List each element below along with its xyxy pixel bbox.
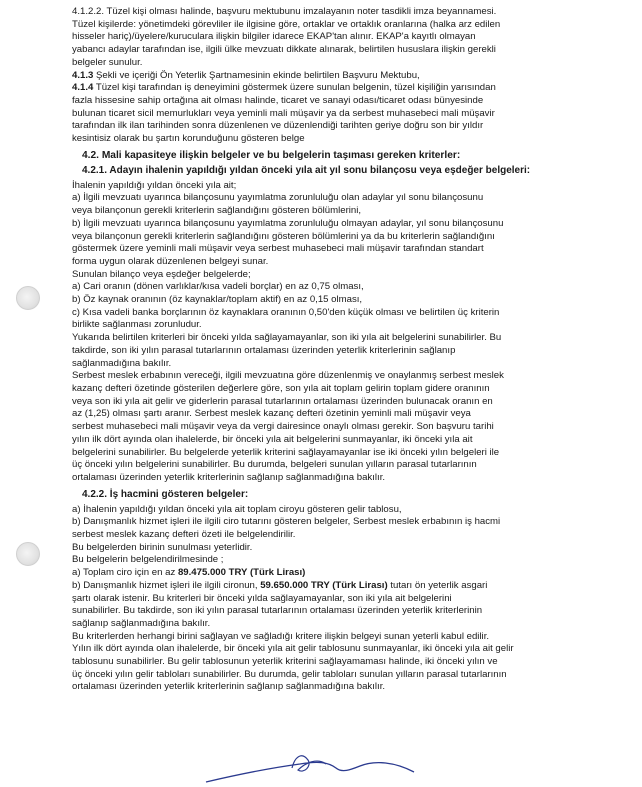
line: tarafından ilk ilan tarihinden sonra düzenlenen ve düzenlendiği tarihten geriye doğru son bir yıldır: [72, 120, 484, 132]
line: sağlanıp sağlanmadığına bakılır.: [72, 617, 211, 629]
line: hisseler hariç)/üyelere/kuruculara ilişkin bilgiler idarece EKAP'tan alınır. EKAP'a kayıtlı olmayan: [72, 31, 476, 43]
line: göstermek üzere yeminli mali müşavir veya serbest muhasebeci mali müşavir tarafından standart: [72, 243, 484, 255]
line: forma uygun olarak düzenlenen belgeyi sunar.: [72, 255, 269, 267]
amount-consulting-turnover: 59.650.000 TRY (Türk Lirası): [260, 579, 388, 591]
subsection-heading: 4.2.1. Adayın ihalenin yapıldığı yıldan önceki yıla ait yıl sonu bilançosu veya eşdeğer belgeleri:: [82, 164, 531, 176]
line: [72, 70, 617, 83]
line: birlikte sağlanması zorunludur.: [72, 319, 202, 331]
line: veya bilançonun gerekli kriterlerin sağlandığını gösteren bölümlerini,: [72, 205, 362, 217]
amount-total-turnover: 89.475.000 TRY (Türk Lirası): [177, 567, 306, 579]
line: veya son iki yıla ait gelir ve giderlerin parasal tutarlarının ortalaması üzerinden bulunacak oranın en: [72, 395, 493, 407]
line: Sunulan bilanço veya eşdeğer belgelerde;: [72, 268, 251, 280]
line: yılın ilk dört ayında olan ihalelerde, bir önceki yıla ait belgelerini sunmayanlar, iki önceki yıla ait: [72, 433, 473, 445]
line: serbest muhasebeci mali müşavir veya da vergi dairesince onaylı olması gerekir. Son başvuru tarihi: [72, 421, 494, 433]
line: ortalaması üzerinden yeterlik kriterlerinin sağlanıp sağlanmadığına bakılır.: [72, 681, 386, 693]
clause-number: 4.1.4: [72, 82, 94, 94]
handwritten-signature: [200, 748, 420, 787]
line: Tüzel kişilerde: yönetimdeki görevliler ile ilgisine göre, ortaklar ve ortaklık oranlarına (halka arz edilen: [72, 18, 501, 30]
line: serbest meslek kazanç defteri özeti ile belgelendirilir.: [72, 529, 296, 541]
line: Bu belgelerin belgelendirilmesinde ;: [72, 554, 224, 566]
line: a) İlgili mevzuatı uyarınca bilançosunu yayımlatma zorunluluğu olan adaylar yıl sonu bilançosunu: [72, 192, 484, 204]
clause-number: 4.1.3: [72, 69, 94, 81]
line-text: b) Danışmanlık hizmet işleri ile ilgili cironun,: [72, 579, 261, 591]
line: kazanç defteri özetinde gösterilen değerlere göre, son yıla ait toplam gelirin toplam gidere oranının: [72, 382, 490, 394]
section-heading: 4.2. Mali kapasiteye ilişkin belgeler ve bu belgelerin taşıması gereken kriterler:: [82, 149, 461, 161]
line: tablosunu sunabilirler. Bu gelir tablosunun yeterlik kriterini sağlayamaması halinde, iki önceki yılın ve: [72, 656, 498, 668]
line: b) Öz kaynak oranının (öz kaynaklar/toplam aktif) en az 0,15 olması,: [72, 294, 363, 306]
line: şartı olarak istenir. Bu kriterleri bir önceki yılda sağlayamayanlar, son iki yıla ait belgelerini: [72, 592, 452, 604]
line: b) İlgili mevzuatı uyarınca bilançosunu yayımlatma zorunluluğu olmayan adaylar, yıl sonu bilançosunu: [72, 217, 504, 229]
line: bulunan ticaret sicil memurlukları veya yeminli mali müşavir ya da serbest muhasebeci mali müşavir: [72, 107, 495, 119]
line: c) Kısa vadeli banka borçlarının öz kaynaklara oranının 0,50'den küçük olması ve belirtilen üç kriterin: [72, 306, 500, 318]
document-page: [72, 6, 617, 694]
line: takdirde, son iki yılın parasal tutarlarının ortalaması üzerinden yeterlik kriterlerinin sağlanıp: [72, 344, 456, 356]
line: az (1,25) olması şartı aranır. Serbest meslek kazanç defteri özetinin yeminli mali müşavir veya: [72, 408, 471, 420]
line: Yukarıda belirtilen kriterleri bir önceki yılda sağlayamayanlar, son iki yıla ait belgelerini sunabilirler. Bu: [72, 332, 502, 344]
line: İhalenin yapıldığı yıldan önceki yıla ait;: [72, 179, 237, 191]
line: Yılın ilk dört ayında olan ihalelerde, bir önceki yıla ait gelir tablosunu sunmayanlar, iki önceki yıla ait gelir: [72, 643, 514, 655]
line: sunabilirler. Bu takdirde, son iki yılın parasal tutarlarının ortalaması üzerinden yeterlik kriterlerinin: [72, 605, 483, 617]
line: sağlanmadığına bakılır.: [72, 357, 172, 369]
line: [72, 567, 617, 580]
line: yabancı adaylar tarafından ise, ilgili ülke mevzuatı dikkate alınarak, belirtilen hususlara ilişkin gerekli: [72, 44, 496, 56]
line-text: tutarı ön yeterlik asgari: [387, 579, 488, 591]
line: a) Cari oranın (dönen varlıklar/kısa vadeli borçlar) en az 0,75 olması,: [72, 281, 364, 293]
line: ortalaması üzerinden yeterlik kriterlerinin sağlanıp sağlanmadığına bakılır.: [72, 471, 386, 483]
line-text: a) Toplam ciro için en az: [72, 567, 178, 579]
line: a) İhalenin yapıldığı yıldan önceki yıla ait toplam ciroyu gösteren gelir tablosu,: [72, 503, 402, 515]
line-text: Şekli ve içeriği Ön Yeterlik Şartnamesinin ekinde belirtilen Başvuru Mektubu,: [93, 69, 420, 81]
line: Serbest meslek erbabının vereceği, ilgili mevzuatına göre düzenlenmiş ve onaylanmış serbest meslek: [72, 370, 504, 382]
line: b) Danışmanlık hizmet işleri ile ilgili ciro tutarını gösteren belgeler, Serbest meslek erbabının iş hacmi: [72, 516, 501, 528]
line: kesintisiz olarak bu şartın korunduğunu gösteren belge: [72, 133, 305, 145]
subsection-heading: 4.2.2. İş hacmini gösteren belgeler:: [82, 488, 249, 500]
line: belgeler sunulur.: [72, 56, 143, 68]
line: Bu kriterlerden herhangi birini sağlayan ve sağladığı kritere ilişkin belgeyi sunan yeterli kabul edilir.: [72, 630, 490, 642]
line: üç önceki yılın belgelerini sunabilirler. Bu durumda, belgeleri sunulan yılların parasal tutarlarının: [72, 459, 477, 471]
line: belgelerini sunabilirler. Bu belgelerde yeterlik kriterini sağlayamayanlar ise iki önceki yılın belgeleri ile: [72, 446, 500, 458]
line-text: Tüzel kişi tarafından iş deneyimini göstermek üzere sunulan belgenin, tüzel kişiliğin yarısından: [93, 82, 496, 94]
line: [72, 580, 617, 593]
punch-hole: [16, 286, 40, 310]
line: üç önceki yılın gelir tabloları sunabilirler. Bu durumda, gelir tabloları sunulan yılların parasal tutarlarının: [72, 668, 507, 680]
punch-hole: [16, 542, 40, 566]
line: veya bilançonun gerekli kriterlerin sağlandığını gösteren bölümlerini ya da bu kriterlerin sağlandığını: [72, 230, 495, 242]
line: Bu belgelerden birinin sunulması yeterlidir.: [72, 541, 253, 553]
line: [72, 82, 617, 95]
line: 4.1.2.2. Tüzel kişi olması halinde, başvuru mektubunu imzalayanın noter tasdikli imza beyannamesi.: [72, 6, 497, 17]
line: fazla hissesine sahip ortağına ait olması halinde, ticaret ve sanayi odası/ticaret odası bünyesinde: [72, 94, 484, 106]
